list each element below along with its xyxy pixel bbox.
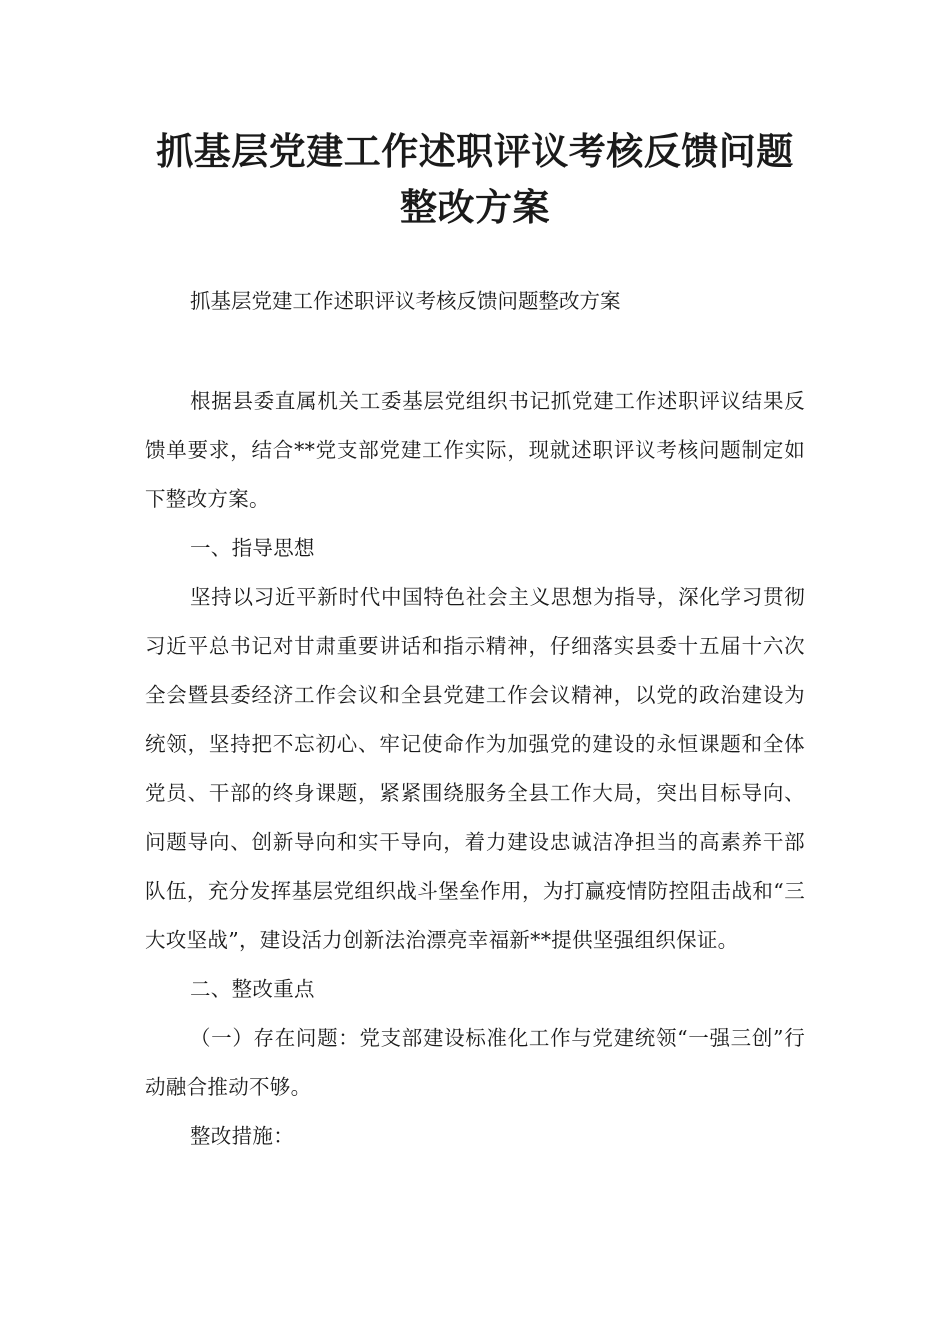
- document-body: [145, 377, 805, 1161]
- problem-paragraph: （一）存在问题：党支部建设标准化工作与党建统领“一强三创”行动融合推动不够。: [145, 1026, 805, 1099]
- title-line-2: 整改方案: [400, 186, 550, 229]
- section-heading-guiding-ideology: 一、指导思想: [190, 536, 315, 560]
- document-title: [100, 124, 850, 236]
- measures-heading: 整改措施：: [190, 1124, 294, 1148]
- guiding-ideology-paragraph: 坚持以习近平新时代中国特色社会主义思想为指导，深化学习贯彻习近平总书记对甘肃重要讲话和指示精神，仔细落实县委十五届十六次全会暨县委经济工作会议和全县党建工作会议精神，以党的政治建设为统领，坚持把不忘初心、牢记使命作为加强党的建设的永恒课题和全体党员、干部的终身课题，紧紧围绕服务全县工作大局，突出目标导向、问题导向、创新导向和实干导向，着力建设忠诚洁净担当的高素养干部队伍，充分发挥基层党组织战斗堡垒作用，为打赢疫情防控阻击战和“三大攻坚战”，建设活力创新法治漂亮幸福新**提供坚强组织保证。: [145, 585, 805, 952]
- document-subtitle: 抓基层党建工作述职评议考核反馈问题整改方案: [190, 289, 621, 313]
- intro-paragraph: 根据县委直属机关工委基层党组织书记抓党建工作述职评议结果反馈单要求，结合**党支部党建工作实际，现就述职评议考核问题制定如下整改方案。: [145, 389, 805, 511]
- title-line-1: 抓基层党建工作述职评议考核反馈问题: [156, 130, 794, 173]
- section-heading-rectification-focus: 二、整改重点: [190, 977, 315, 1001]
